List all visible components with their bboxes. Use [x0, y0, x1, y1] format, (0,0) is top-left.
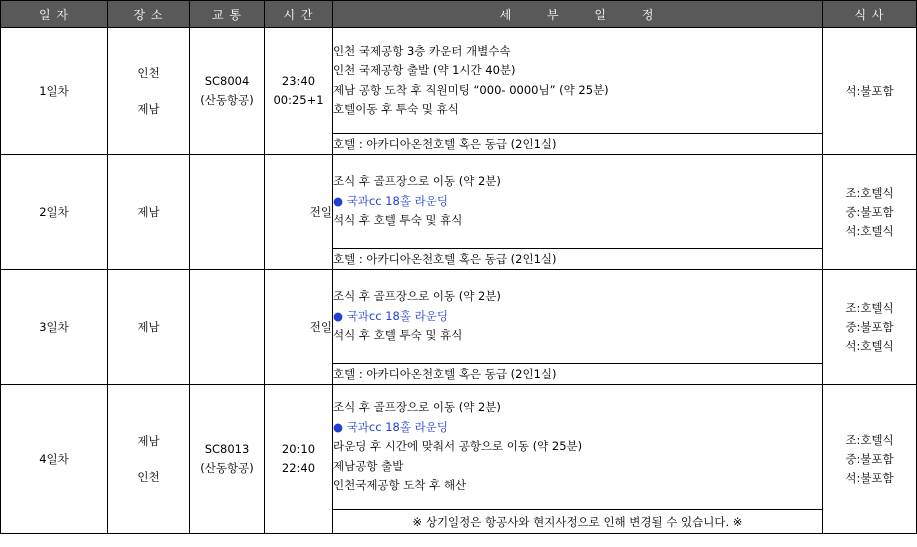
day-row-1 — [1, 28, 917, 134]
flight-number: SC8004 — [204, 74, 250, 88]
schedule-line: 제남공항 출발 — [333, 458, 404, 473]
time-cell — [265, 385, 333, 534]
place-arrival: 인천 — [137, 469, 160, 484]
day-cell: 2일차 — [1, 155, 108, 270]
meal-dinner: 석:호텔식 — [845, 223, 894, 238]
header-place: 장 소 — [108, 1, 190, 28]
schedule-line-golf: ● 국과cc 18홀 라운딩 — [333, 193, 448, 208]
place-arrival: 제남 — [137, 101, 160, 116]
meal-breakfast: 조:호텔식 — [845, 185, 894, 200]
meal-cell — [823, 270, 917, 385]
schedule-cell — [333, 270, 823, 364]
flight-number: SC8013 — [204, 442, 250, 456]
schedule-line: 인천 국제공항 3층 카운터 개별수속 — [333, 43, 511, 58]
schedule-line: 인천 국제공항 출발 (약 1시간 40분) — [333, 63, 516, 77]
place-cell — [108, 155, 190, 270]
place-cell — [108, 28, 190, 155]
hotel-cell: 호텔 : 아카디아온천호텔 혹은 동급 (2인1실) — [333, 249, 823, 270]
schedule-line: 석식 후 호텔 투숙 및 휴식 — [333, 213, 463, 228]
meal-breakfast: 조:호텔식 — [845, 300, 894, 315]
schedule-line: 조식 후 골프장으로 이동 (약 2분) — [333, 289, 501, 304]
schedule-line: 인천국제공항 도착 후 해산 — [333, 478, 467, 493]
schedule-line: 석식 후 호텔 투숙 및 휴식 — [333, 328, 463, 343]
transport-cell — [190, 28, 265, 155]
arrival-time: 00:25+1 — [273, 93, 324, 107]
departure-time: 23:40 — [281, 74, 316, 88]
meal-cell — [823, 155, 917, 270]
meal-cell — [823, 385, 917, 534]
schedule-line: 조식 후 골프장으로 이동 (약 2분) — [333, 174, 501, 189]
schedule-change-note: ※ 상기일정은 항공사와 현지사정으로 인해 변경될 수 있습니다. ※ — [333, 510, 823, 534]
meal-breakfast: 조:호텔식 — [845, 432, 894, 447]
time-allday: 전일 — [309, 205, 332, 219]
header-transport: 교 통 — [190, 1, 265, 28]
place-departure: 제남 — [137, 433, 160, 448]
meal-dinner: 석:호텔식 — [845, 338, 894, 353]
header-day: 일 자 — [1, 1, 108, 28]
hotel-cell: 호텔 : 아카디아온천호텔 혹은 동급 (2인1실) — [333, 134, 823, 155]
hotel-cell: 호텔 : 아카디아온천호텔 혹은 동급 (2인1실) — [333, 364, 823, 385]
schedule-cell — [333, 28, 823, 134]
transport-cell — [190, 385, 265, 534]
day-row-3 — [1, 270, 917, 364]
day-cell: 1일차 — [1, 28, 108, 155]
time-cell — [265, 270, 333, 385]
place-departure: 인천 — [137, 65, 160, 80]
time-cell — [265, 155, 333, 270]
time-allday: 전일 — [309, 320, 332, 334]
airline-name: (산동항공) — [200, 461, 254, 475]
place-stay: 제남 — [137, 204, 160, 219]
place-cell — [108, 270, 190, 385]
header-meal: 식 사 — [823, 1, 917, 28]
header-row — [1, 1, 917, 28]
day-row-4 — [1, 385, 917, 510]
meal-lunch: 중:불포함 — [845, 204, 894, 219]
header-schedule — [333, 1, 823, 28]
day-cell: 4일차 — [1, 385, 108, 534]
airline-name: (산동항공) — [200, 93, 254, 107]
place-cell — [108, 385, 190, 534]
schedule-line: 조식 후 골프장으로 이동 (약 2분) — [333, 400, 501, 415]
header-time: 시 간 — [265, 1, 333, 28]
schedule-cell — [333, 155, 823, 249]
place-stay: 제남 — [137, 319, 160, 334]
time-cell — [265, 28, 333, 155]
schedule-line-golf: ● 국과cc 18홀 라운딩 — [333, 308, 448, 323]
schedule-line: 라운딩 후 시간에 맞춰서 공항으로 이동 (약 25분) — [333, 439, 583, 454]
transport-cell — [190, 270, 265, 385]
meal-lunch: 중:불포함 — [845, 319, 894, 334]
departure-time: 20:10 — [281, 442, 316, 456]
meal-cell — [823, 28, 917, 155]
day-cell: 3일차 — [1, 270, 108, 385]
meal-lunch: 중:불포함 — [845, 451, 894, 466]
arrival-time: 22:40 — [281, 461, 316, 475]
day-row-2 — [1, 155, 917, 249]
meal-dinner: 석:불포함 — [845, 83, 894, 98]
header-schedule-label: 세 부 일 정 — [499, 7, 656, 22]
transport-cell — [190, 155, 265, 270]
schedule-line: 호텔이동 후 투숙 및 휴식 — [333, 102, 459, 116]
meal-dinner: 석:불포함 — [845, 470, 894, 485]
schedule-cell — [333, 385, 823, 510]
schedule-line-golf: ● 국과cc 18홀 라운딩 — [333, 419, 448, 434]
schedule-line: 제남 공항 도착 후 직원미팅 “000- 0000님” (약 25분) — [333, 82, 609, 97]
